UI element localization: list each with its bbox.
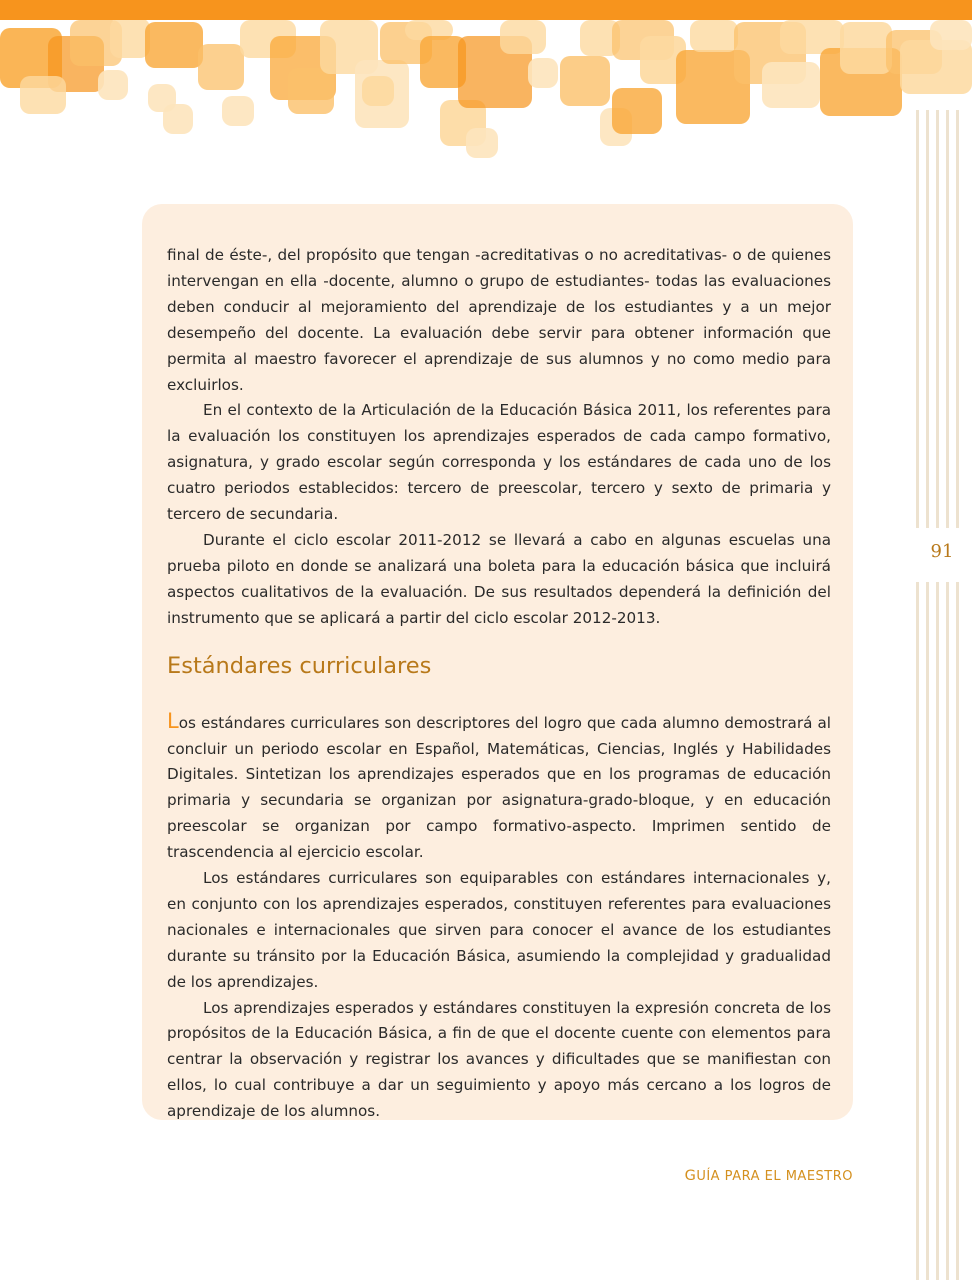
footer-initial: G <box>684 1168 697 1184</box>
paragraph-text: os estándares curriculares son descriptores del logro que cada alumno demostrará al concluir un periodo escolar en Español, Matemáticas, Ciencias, Inglés y Habilidades Digitales. Sintetizan los aprendizajes esperados que en los programas de educación primaria y secundaria se organizan por asignatura-grado-bloque, y en educación preescolar se organizan por campo formativo-aspecto. Imprimen sentido de trascendencia al ejercicio escolar. <box>167 713 831 862</box>
footer-rest: UÍA PARA EL MAESTRO <box>696 1169 853 1184</box>
side-stripes <box>912 110 962 1280</box>
paragraph: En el contexto de la Articulación de la Educación Básica 2011, los referentes para la evaluación los constituyen los aprendizajes esperados de cada campo formativo, asignatura, y grado escolar según corresponda y los estándares de cada uno de los cuatro periodos establecidos: tercero de preescolar, tercero y sexto de primaria y tercero de secundaria. <box>167 401 831 524</box>
drop-cap: L <box>167 708 179 733</box>
footer-guide-label <box>560 1168 853 1184</box>
top-accent-bar <box>0 0 972 20</box>
paragraph: final de éste-, del propósito que tengan -acreditativas o no acreditativas- o de quienes intervengan en ella -docente, alumno o grupo de estudiantes- todas las evaluaciones deben conducir al mejoramiento del aprendizaje de los estudiantes y a un mejor desempeño del docente. La evaluación debe servir para obtener información que permita al maestro favorecer el aprendizaje de sus alumnos y no como medio para excluirlos. <box>167 246 831 394</box>
paragraph: Los estándares curriculares son equiparables con estándares internacionales y, en conjunto con los aprendizajes esperados, constituyen referentes para evaluaciones nacionales e internacionales que sirven para conocer el avance de los estudiantes durante su tránsito por la Educación Básica, asumiendo la complejidad y gradualidad de los aprendizajes. <box>167 869 831 991</box>
paragraph <box>167 708 831 866</box>
section-heading: Estándares curriculares <box>167 652 432 679</box>
header-decoration <box>0 0 972 165</box>
paragraph: Durante el ciclo escolar 2011-2012 se llevará a cabo en algunas escuelas una prueba piloto en donde se analizará una boleta para la educación básica que incluirá aspectos cualitativos de la evaluación. De sus resultados dependerá la definición del instrumento que se aplicará a partir del ciclo escolar 2012-2013. <box>167 530 831 627</box>
paragraph: Los aprendizajes esperados y estándares constituyen la expresión concreta de los propósitos de la Educación Básica, a fin de que el docente cuente con elementos para centrar la observación y registrar los avances y dificultades que se manifiestan con ellos, lo cual contribuye a dar un seguimiento y apoyo más cercano a los logros de aprendizaje de los alumnos. <box>167 998 831 1121</box>
page-number: 91 <box>930 541 954 562</box>
content-body <box>167 243 831 1125</box>
